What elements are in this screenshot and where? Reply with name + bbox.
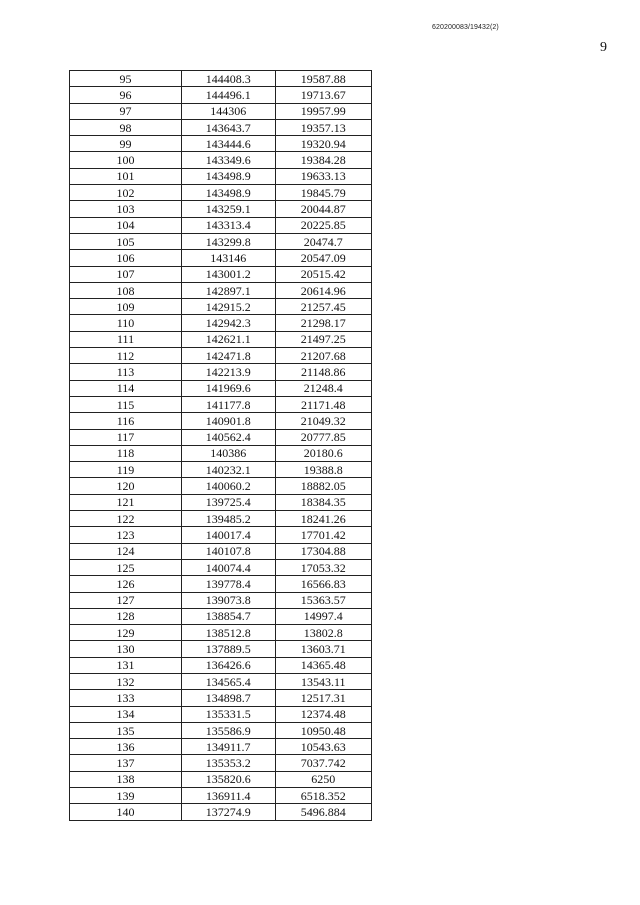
table-row [70, 788, 372, 804]
y-coordinate-cell: 7037.742 [275, 755, 371, 771]
x-coordinate-cell: 143259.1 [182, 201, 276, 217]
table-row [70, 185, 372, 201]
x-coordinate-cell: 143444.6 [182, 136, 276, 152]
y-coordinate-cell: 19587.88 [275, 71, 371, 87]
table-row [70, 641, 372, 657]
y-coordinate-cell: 20614.96 [275, 282, 371, 298]
point-number-cell: 95 [70, 71, 182, 87]
x-coordinate-cell: 139073.8 [182, 592, 276, 608]
x-coordinate-cell: 140107.8 [182, 543, 276, 559]
table-row [70, 576, 372, 592]
point-number-cell: 117 [70, 429, 182, 445]
x-coordinate-cell: 134898.7 [182, 690, 276, 706]
table-row [70, 233, 372, 249]
point-number-cell: 108 [70, 282, 182, 298]
point-number-cell: 118 [70, 445, 182, 461]
y-coordinate-cell: 19384.28 [275, 152, 371, 168]
table-row [70, 673, 372, 689]
coordinates-table [69, 70, 372, 821]
table-row [70, 625, 372, 641]
y-coordinate-cell: 17701.42 [275, 527, 371, 543]
x-coordinate-cell: 134911.7 [182, 739, 276, 755]
y-coordinate-cell: 19633.13 [275, 168, 371, 184]
y-coordinate-cell: 13802.8 [275, 625, 371, 641]
table-row [70, 103, 372, 119]
x-coordinate-cell: 135586.9 [182, 722, 276, 738]
table-row [70, 266, 372, 282]
table-row [70, 299, 372, 315]
table-row [70, 217, 372, 233]
x-coordinate-cell: 138512.8 [182, 625, 276, 641]
table-row [70, 592, 372, 608]
x-coordinate-cell: 144408.3 [182, 71, 276, 87]
y-coordinate-cell: 6250 [275, 771, 371, 787]
y-coordinate-cell: 19320.94 [275, 136, 371, 152]
y-coordinate-cell: 17053.32 [275, 559, 371, 575]
point-number-cell: 120 [70, 478, 182, 494]
y-coordinate-cell: 20474.7 [275, 233, 371, 249]
x-coordinate-cell: 140386 [182, 445, 276, 461]
document-id: 620200083/19432(2) [432, 24, 499, 31]
y-coordinate-cell: 20515.42 [275, 266, 371, 282]
y-coordinate-cell: 12374.48 [275, 706, 371, 722]
x-coordinate-cell: 143313.4 [182, 217, 276, 233]
table-row [70, 348, 372, 364]
y-coordinate-cell: 21171.48 [275, 396, 371, 412]
x-coordinate-cell: 134565.4 [182, 673, 276, 689]
x-coordinate-cell: 142942.3 [182, 315, 276, 331]
y-coordinate-cell: 20225.85 [275, 217, 371, 233]
point-number-cell: 140 [70, 804, 182, 820]
y-coordinate-cell: 13603.71 [275, 641, 371, 657]
x-coordinate-cell: 135331.5 [182, 706, 276, 722]
y-coordinate-cell: 12517.31 [275, 690, 371, 706]
table-row [70, 722, 372, 738]
point-number-cell: 115 [70, 396, 182, 412]
point-number-cell: 121 [70, 494, 182, 510]
y-coordinate-cell: 21248.4 [275, 380, 371, 396]
point-number-cell: 129 [70, 625, 182, 641]
point-number-cell: 106 [70, 250, 182, 266]
x-coordinate-cell: 144306 [182, 103, 276, 119]
table-row [70, 315, 372, 331]
point-number-cell: 113 [70, 364, 182, 380]
y-coordinate-cell: 19957.99 [275, 103, 371, 119]
point-number-cell: 97 [70, 103, 182, 119]
table-row [70, 331, 372, 347]
point-number-cell: 110 [70, 315, 182, 331]
x-coordinate-cell: 143146 [182, 250, 276, 266]
table-row [70, 755, 372, 771]
y-coordinate-cell: 10543.63 [275, 739, 371, 755]
x-coordinate-cell: 141177.8 [182, 396, 276, 412]
point-number-cell: 111 [70, 331, 182, 347]
point-number-cell: 99 [70, 136, 182, 152]
point-number-cell: 107 [70, 266, 182, 282]
y-coordinate-cell: 20044.87 [275, 201, 371, 217]
point-number-cell: 102 [70, 185, 182, 201]
y-coordinate-cell: 19357.13 [275, 119, 371, 135]
x-coordinate-cell: 140017.4 [182, 527, 276, 543]
point-number-cell: 122 [70, 511, 182, 527]
point-number-cell: 137 [70, 755, 182, 771]
table-row [70, 71, 372, 87]
table-row [70, 739, 372, 755]
x-coordinate-cell: 142213.9 [182, 364, 276, 380]
x-coordinate-cell: 144496.1 [182, 87, 276, 103]
y-coordinate-cell: 14365.48 [275, 657, 371, 673]
y-coordinate-cell: 13543.11 [275, 673, 371, 689]
point-number-cell: 104 [70, 217, 182, 233]
page-number: 9 [600, 40, 607, 55]
x-coordinate-cell: 143001.2 [182, 266, 276, 282]
point-number-cell: 125 [70, 559, 182, 575]
y-coordinate-cell: 19713.67 [275, 87, 371, 103]
table-row [70, 201, 372, 217]
coordinates-table-body [70, 71, 372, 821]
y-coordinate-cell: 10950.48 [275, 722, 371, 738]
y-coordinate-cell: 21207.68 [275, 348, 371, 364]
table-row [70, 380, 372, 396]
x-coordinate-cell: 136426.6 [182, 657, 276, 673]
table-row [70, 413, 372, 429]
point-number-cell: 130 [70, 641, 182, 657]
point-number-cell: 105 [70, 233, 182, 249]
table-row [70, 690, 372, 706]
y-coordinate-cell: 16566.83 [275, 576, 371, 592]
point-number-cell: 116 [70, 413, 182, 429]
point-number-cell: 133 [70, 690, 182, 706]
x-coordinate-cell: 143299.8 [182, 233, 276, 249]
y-coordinate-cell: 17304.88 [275, 543, 371, 559]
table-row [70, 396, 372, 412]
y-coordinate-cell: 18241.26 [275, 511, 371, 527]
y-coordinate-cell: 19388.8 [275, 462, 371, 478]
x-coordinate-cell: 140562.4 [182, 429, 276, 445]
x-coordinate-cell: 140901.8 [182, 413, 276, 429]
y-coordinate-cell: 18384.35 [275, 494, 371, 510]
table-row [70, 527, 372, 543]
table-row [70, 657, 372, 673]
table-row [70, 804, 372, 820]
x-coordinate-cell: 140232.1 [182, 462, 276, 478]
y-coordinate-cell: 6518.352 [275, 788, 371, 804]
table-row [70, 494, 372, 510]
y-coordinate-cell: 5496.884 [275, 804, 371, 820]
x-coordinate-cell: 141969.6 [182, 380, 276, 396]
x-coordinate-cell: 139725.4 [182, 494, 276, 510]
point-number-cell: 123 [70, 527, 182, 543]
y-coordinate-cell: 20547.09 [275, 250, 371, 266]
x-coordinate-cell: 139778.4 [182, 576, 276, 592]
table-row [70, 559, 372, 575]
x-coordinate-cell: 136911.4 [182, 788, 276, 804]
x-coordinate-cell: 143643.7 [182, 119, 276, 135]
point-number-cell: 103 [70, 201, 182, 217]
point-number-cell: 109 [70, 299, 182, 315]
x-coordinate-cell: 135353.2 [182, 755, 276, 771]
y-coordinate-cell: 19845.79 [275, 185, 371, 201]
table-row [70, 250, 372, 266]
table-row [70, 543, 372, 559]
table-row [70, 136, 372, 152]
x-coordinate-cell: 139485.2 [182, 511, 276, 527]
table-row [70, 87, 372, 103]
x-coordinate-cell: 140074.4 [182, 559, 276, 575]
x-coordinate-cell: 142471.8 [182, 348, 276, 364]
y-coordinate-cell: 21049.32 [275, 413, 371, 429]
x-coordinate-cell: 142621.1 [182, 331, 276, 347]
table-row [70, 282, 372, 298]
point-number-cell: 139 [70, 788, 182, 804]
y-coordinate-cell: 21257.45 [275, 299, 371, 315]
table-row [70, 429, 372, 445]
x-coordinate-cell: 142897.1 [182, 282, 276, 298]
y-coordinate-cell: 15363.57 [275, 592, 371, 608]
point-number-cell: 114 [70, 380, 182, 396]
y-coordinate-cell: 18882.05 [275, 478, 371, 494]
point-number-cell: 96 [70, 87, 182, 103]
table-row [70, 152, 372, 168]
x-coordinate-cell: 137889.5 [182, 641, 276, 657]
point-number-cell: 112 [70, 348, 182, 364]
point-number-cell: 138 [70, 771, 182, 787]
x-coordinate-cell: 143498.9 [182, 168, 276, 184]
y-coordinate-cell: 20180.6 [275, 445, 371, 461]
y-coordinate-cell: 20777.85 [275, 429, 371, 445]
x-coordinate-cell: 143498.9 [182, 185, 276, 201]
x-coordinate-cell: 135820.6 [182, 771, 276, 787]
table-row [70, 462, 372, 478]
point-number-cell: 127 [70, 592, 182, 608]
table-row [70, 511, 372, 527]
table-row [70, 168, 372, 184]
y-coordinate-cell: 21298.17 [275, 315, 371, 331]
x-coordinate-cell: 142915.2 [182, 299, 276, 315]
table-row [70, 478, 372, 494]
point-number-cell: 135 [70, 722, 182, 738]
x-coordinate-cell: 140060.2 [182, 478, 276, 494]
point-number-cell: 124 [70, 543, 182, 559]
point-number-cell: 136 [70, 739, 182, 755]
x-coordinate-cell: 138854.7 [182, 608, 276, 624]
y-coordinate-cell: 14997.4 [275, 608, 371, 624]
table-row [70, 608, 372, 624]
point-number-cell: 131 [70, 657, 182, 673]
table-row [70, 364, 372, 380]
point-number-cell: 128 [70, 608, 182, 624]
table-row [70, 706, 372, 722]
point-number-cell: 100 [70, 152, 182, 168]
point-number-cell: 119 [70, 462, 182, 478]
x-coordinate-cell: 143349.6 [182, 152, 276, 168]
table-row [70, 119, 372, 135]
point-number-cell: 126 [70, 576, 182, 592]
point-number-cell: 132 [70, 673, 182, 689]
y-coordinate-cell: 21497.25 [275, 331, 371, 347]
point-number-cell: 98 [70, 119, 182, 135]
table-row [70, 771, 372, 787]
x-coordinate-cell: 137274.9 [182, 804, 276, 820]
y-coordinate-cell: 21148.86 [275, 364, 371, 380]
point-number-cell: 101 [70, 168, 182, 184]
point-number-cell: 134 [70, 706, 182, 722]
table-row [70, 445, 372, 461]
